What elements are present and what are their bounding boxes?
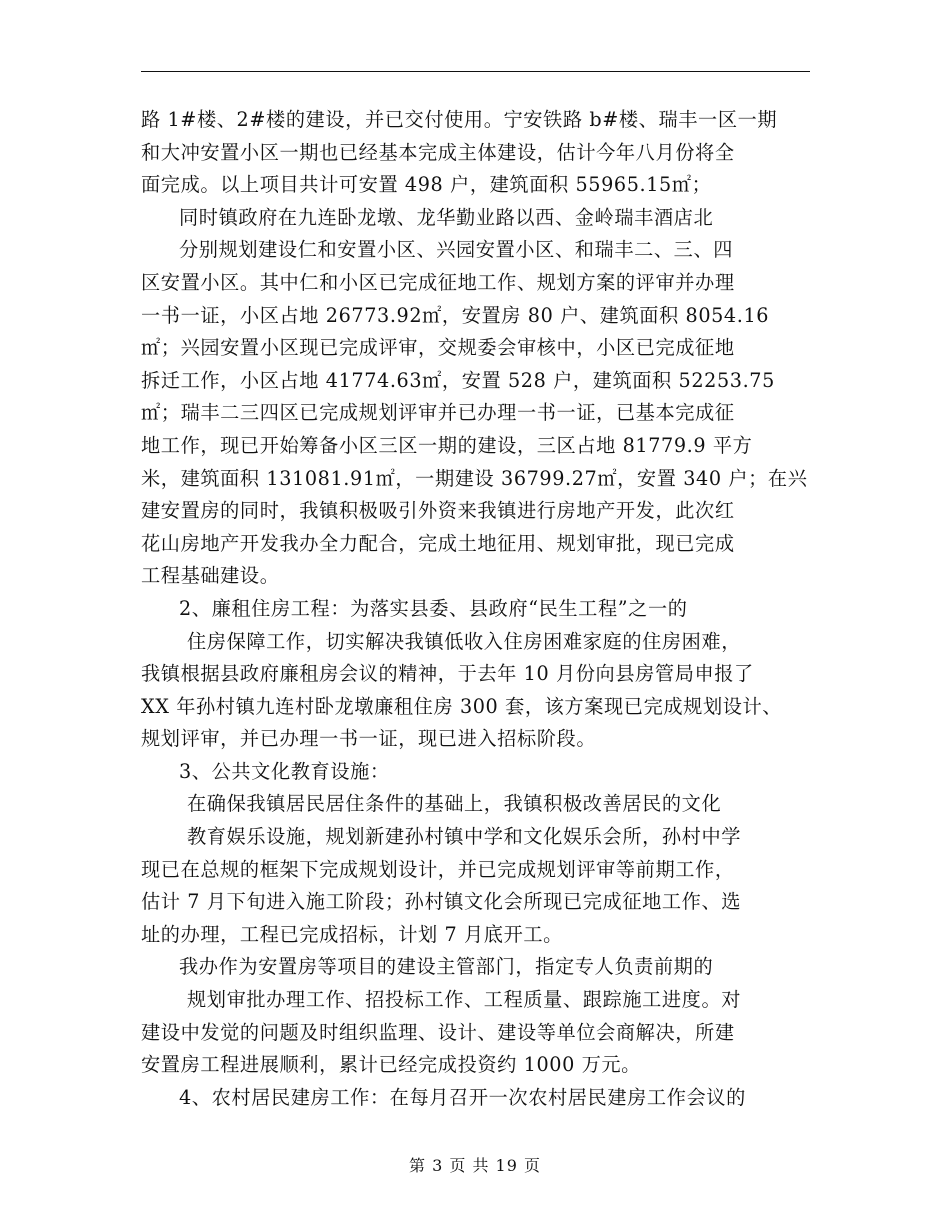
text-line: 米，建筑面积 131081.91㎡，一期建设 36799.27㎡，安置 340 户；在兴	[141, 466, 808, 490]
text-line: 安置房工程进展顺利，累计已经完成投资约 1000 万元。	[141, 1053, 641, 1077]
text-line: 估计 7 月下旬进入施工阶段；孙村镇文化会所现已完成征地工作、选	[141, 890, 742, 914]
text-line: XX 年孙村镇九连村卧龙墩廉租住房 300 套，该方案现已完成规划设计、	[141, 694, 783, 718]
text-line: 2、廉租住房工程：为落实县委、县政府“民生工程”之一的	[179, 596, 688, 620]
page-footer: 第 3 页 共 19 页	[409, 1156, 541, 1175]
text-line: 建安置房的同时，我镇积极吸引外资来我镇进行房地产开发，此次红	[141, 499, 735, 523]
text-line: 在确保我镇居民居住条件的基础上，我镇积极改善居民的文化	[187, 792, 722, 816]
text-line: 4、农村居民建房工作：在每月召开一次农村居民建房工作会议的	[179, 1085, 746, 1109]
document-body	[141, 104, 821, 1114]
text-line: 建设中发觉的问题及时组织监理、设计、建设等单位会商解决，所建	[141, 1020, 735, 1044]
header-rule	[141, 71, 810, 72]
text-line: 住房保障工作，切实解决我镇低收入住房困难家庭的住房困难，	[187, 629, 742, 653]
text-line: 3、公共文化教育设施：	[179, 759, 390, 783]
text-line: 路 1#楼、2#楼的建设，并已交付使用。宁安铁路 b#楼、瑞丰一区一期	[141, 108, 778, 131]
text-line: 我办作为安置房等项目的建设主管部门，指定专人负责前期的	[179, 955, 714, 979]
text-line: 分别规划建设仁和安置小区、兴园安置小区、和瑞丰二、三、四	[179, 238, 734, 262]
text-line: ㎡；兴园安置小区现已完成评审，交规委会审核中，小区已完成征地	[141, 336, 735, 360]
text-line: 区安置小区。其中仁和小区已完成征地工作、规划方案的评审并办理	[141, 270, 735, 294]
text-line: 我镇根据县政府廉租房会议的精神，于去年 10 月份向县房管局申报了	[141, 662, 754, 686]
text-line: 同时镇政府在九连卧龙墩、龙华勤业路以西、金岭瑞丰酒店北	[179, 205, 714, 229]
text-line: 花山房地产开发我办全力配合，完成土地征用、规划审批，现已完成	[141, 531, 735, 555]
text-line: 拆迁工作，小区占地 41774.63㎡，安置 528 户，建筑面积 52253.75	[141, 368, 775, 392]
text-line: 面完成。以上项目共计可安置 498 户，建筑面积 55965.15㎡；	[141, 173, 712, 197]
text-line: 教育娱乐设施，规划新建孙村镇中学和文化娱乐会所，孙村中学	[187, 825, 742, 849]
text-line: 规划评审，并已办理一书一证，现已进入招标阶段。	[141, 727, 597, 751]
text-line: 址的办理，工程已完成招标，计划 7 月底开工。	[141, 922, 563, 946]
text-line: 规划审批办理工作、招投标工作、工程质量、跟踪施工进度。对	[187, 988, 742, 1012]
text-line: 现已在总规的框架下完成规划设计，并已完成规划评审等前期工作，	[141, 857, 735, 881]
text-line: 工程基础建设。	[141, 564, 280, 588]
text-line: ㎡；瑞丰二三四区已完成规划评审并已办理一书一证，已基本完成征	[141, 401, 735, 425]
text-line: 地工作，现已开始筹备小区三区一期的建设，三区占地 81779.9 平方	[141, 433, 753, 457]
text-line: 一书一证，小区占地 26773.92㎡，安置房 80 户、建筑面积 8054.16	[141, 303, 770, 327]
text-line: 和大冲安置小区一期也已经基本完成主体建设，估计今年八月份将全	[141, 140, 735, 164]
